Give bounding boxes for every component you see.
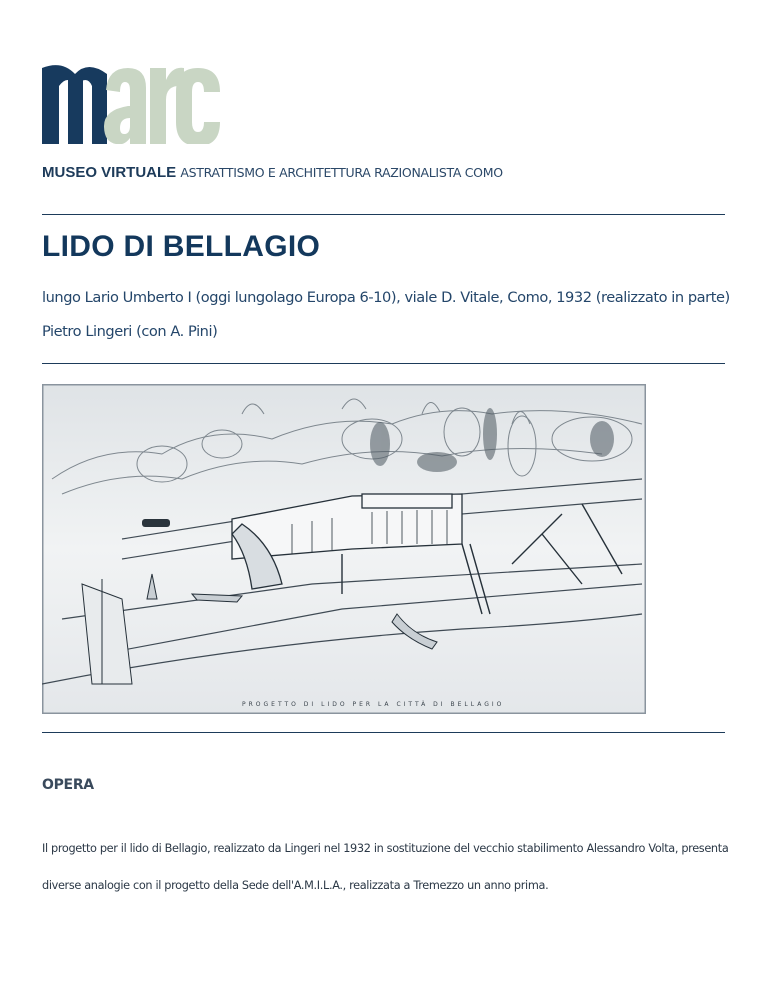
divider-bottom <box>42 732 725 733</box>
drawing-caption: PROGETTO DI LIDO PER LA CITTÀ DI BELLAGIO <box>242 701 505 708</box>
tagline-rest: ASTRATTISMO E ARCHITETTURA RAZIONALISTA COMO <box>180 165 503 180</box>
marc-logo[interactable] <box>42 60 220 144</box>
section-description: Il progetto per il lido di Bellagio, realizzato da Lingeri nel 1932 in sostituzione del vecchio stabilimento Alessandro Volta, presenta diverse analogie con il progetto della Sede dell'A.M.I.L.A., realizzata a Tremezzo un anno prima. <box>42 842 729 892</box>
tagline-strong: MUSEO VIRTUALE <box>42 164 177 181</box>
section-heading-opera: OPERA <box>42 777 94 793</box>
divider-top <box>42 214 725 215</box>
drawing-sketch <box>42 384 646 714</box>
logo-letter-m <box>42 65 107 144</box>
project-drawing <box>42 384 646 714</box>
site-tagline <box>42 164 503 181</box>
work-authors: Pietro Lingeri (con A. Pini) <box>42 323 218 340</box>
page-title: LIDO DI BELLAGIO <box>42 230 321 263</box>
divider-middle <box>42 363 725 364</box>
work-address: lungo Lario Umberto I (oggi lungolago Europa 6-10), viale D. Vitale, Como, 1932 (realizzato in parte) <box>42 289 730 306</box>
logo-letters-arc <box>104 68 220 144</box>
